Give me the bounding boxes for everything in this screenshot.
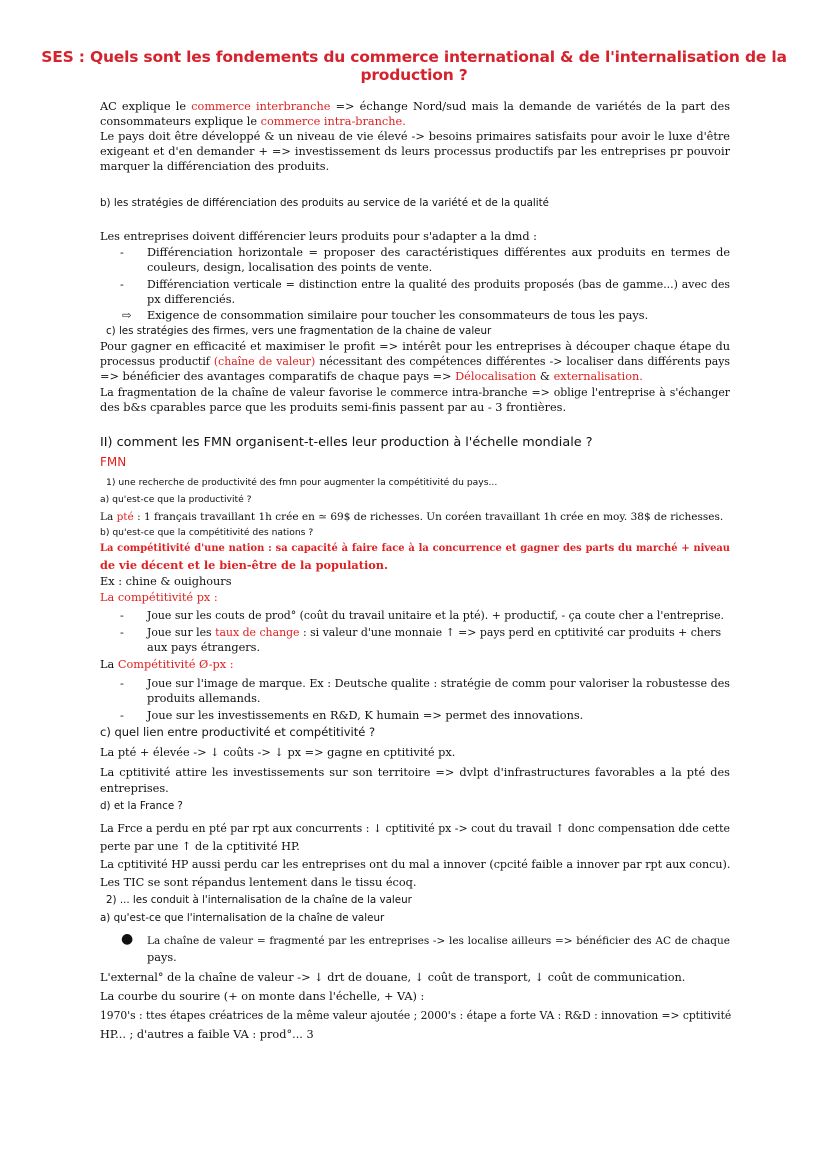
bullet-item: Différenciation horizontale = proposer des caractéristiques différentes aux produits en termes de [147,246,730,259]
fmn-label: FMN [100,455,127,469]
text-line: La pté + élevée -> ↓ coûts -> ↓ px => gagne en cptitivité px. [100,746,456,759]
text: : si valeur d'une monnaie ↑ => pays perd en cptitivité car produits + chers [299,626,722,639]
text-line: Les entreprises doivent différencier leurs produits pour s'adapter a la dmd : [100,230,537,243]
dash-bullet: - [120,278,124,291]
text-line [100,658,730,672]
text: La [100,658,118,671]
text-line: Les TIC se sont répandus lentement dans le tissu écoq. [100,876,417,889]
section-heading: c) les stratégies des firmes, vers une fragmentation de la chaine de valeur [106,325,492,337]
text: AC explique le [100,100,192,113]
highlight-term: taux de change [215,626,300,639]
bullet-item: Joue sur les couts de prod° (coût du travail unitaire et la pté). + productif, - ça coute cher a l'entreprise. [147,609,724,622]
text: nécessitant des compétences différentes -> localiser dans différents pays [315,355,730,368]
section-heading: 2) ... les conduit à l'internalisation de la chaîne de la valeur [106,894,412,906]
dash-bullet: - [120,626,124,639]
highlight-term: commerce intra-branche. [260,115,406,128]
text-line: Ex : chine & ouighours [100,575,232,588]
text-line: La cptitivité HP aussi perdu car les entreprises ont du mal a innover (cpcité faible a innover par rpt aux concu). [100,858,731,871]
text: => bénéficier des avantages comparatifs de chaque pays => [100,370,456,383]
definition-line: de vie décent et le bien-être de la population. [100,558,388,572]
bullet-item: produits allemands. [147,692,261,705]
section-heading: b) qu'est-ce que la compétitivité des nations ? [100,527,314,538]
highlight-term: commerce interbranche [191,100,331,113]
text-line: perte par une ↑ de la cptitivité HP. [100,840,300,853]
bullet-item: pays. [147,951,177,964]
text-line: La cptitivité attire les investissements sur son territoire => dvlpt d'infrastructures favorables a la pté des [100,766,730,779]
text-line: La Frce a perdu en pté par rpt aux concurrents : ↓ cptitivité px -> cout du travail ↑ donc compensation dde cette [100,822,730,835]
dash-bullet: - [120,246,124,259]
text-line: La fragmentation de la chaîne de valeur favorise le commerce intra-branche => oblige l'entreprise à s'échanger [100,386,730,399]
text-line: 1970's : ttes étapes créatrices de la même valeur ajoutée ; 2000's : étape a forte VA : R&D : innovation => cptitivité [100,1009,732,1022]
bullet-dot-icon: ● [121,931,134,947]
text: & [536,370,554,383]
bullet-item: La chaîne de valeur = fragmenté par les entreprises -> les localise ailleurs => bénéficier des AC de chaque [147,935,730,947]
text: processus productif [100,355,214,368]
arrow-icon: ⇨ [122,309,132,322]
dash-bullet: - [120,677,124,690]
section-heading: 1) une recherche de productivité des fmn pour augmenter la compétitivité du pays... [106,477,498,488]
highlight-term: Délocalisation [455,370,537,383]
text-line [100,370,730,384]
page-title: SES : Quels sont les fondements du commerce international & de l'internalisation de la production ? [41,48,787,84]
text-line: entreprises. [100,782,169,795]
bullet-item: px differenciés. [147,293,236,306]
section-heading: d) et la France ? [100,800,183,812]
text: => échange Nord/sud mais la demande de variétés de la part des [330,100,730,113]
dash-bullet: - [120,609,124,622]
definition-heading: La compétitivité px : [100,591,218,604]
bullet-item: Exigence de consommation similaire pour toucher les consommateurs de tous les pays. [147,309,649,322]
definition-line: La compétitivité d'une nation : sa capacité à faire face à la concurrence et gagner des parts du marché + niveau [100,543,730,554]
highlight-term: externalisation. [553,370,643,383]
text-line [100,510,730,524]
bullet-item: Joue sur l'image de marque. Ex : Deutsche qualite : stratégie de comm pour valoriser la robustesse des [147,677,730,690]
dash-bullet: - [120,709,124,722]
section-heading: a) qu'est-ce que l'internalisation de la chaîne de valeur [100,912,385,924]
bullet-item: couleurs, design, localisation des points de vente. [147,261,433,274]
section-heading: c) quel lien entre productivité et compétitivité ? [100,725,376,739]
text-line: Le pays doit être développé & un niveau de vie élevé -> besoins primaires satisfaits pour avoir le luxe d'être [100,130,730,143]
text-line [100,355,730,369]
text-line: exigeant et d'en demander + => investissement ds leurs processus productifs par les entreprises pr pouvoir [100,145,730,158]
text: consommateurs explique le [100,115,261,128]
bullet-item: Joue sur les investissements en R&D, K humain => permet des innovations. [147,709,584,722]
text-line: marquer la différenciation des produits. [100,160,330,173]
text-line: Pour gagner en efficacité et maximiser le profit => intérêt pour les entreprises à découper chaque étape du [100,340,730,353]
section-heading: a) qu'est-ce que la productivité ? [100,494,252,505]
highlight-term: pté [116,511,134,523]
part-heading: II) comment les FMN organisent-t-elles leur production à l'échelle mondiale ? [100,435,593,450]
bullet-item: aux pays étrangers. [147,641,261,654]
text: : 1 français travaillant 1h crée en ≃ 69$ de richesses. Un coréen travaillant 1h crée en moy. 38$ de richesses. [133,511,724,523]
text-line: La courbe du sourire (+ on monte dans l'échelle, + VA) : [100,990,425,1003]
highlight-term: (chaîne de valeur) [213,355,316,368]
text-line: des b&s cparables parce que les produits semi-finis passent par au - 3 frontières. [100,401,567,414]
section-heading: b) les stratégies de différenciation des produits au service de la variété et de la qualité [100,197,549,209]
highlight-term: Compétitivité Ø-px : [117,658,234,671]
bullet-item: Différenciation verticale = distinction entre la qualité des produits proposés (bas de gamme...) avec des [147,278,730,291]
text-line [100,100,730,114]
text: La [100,511,117,523]
text-line: HP... ; d'autres a faible VA : prod°... 3 [100,1028,314,1041]
text: Joue sur les [147,626,216,639]
text-line: L'external° de la chaîne de valeur -> ↓ drt de douane, ↓ coût de transport, ↓ coût de communication. [100,971,686,984]
bullet-item [147,626,730,640]
text-line [100,115,730,129]
